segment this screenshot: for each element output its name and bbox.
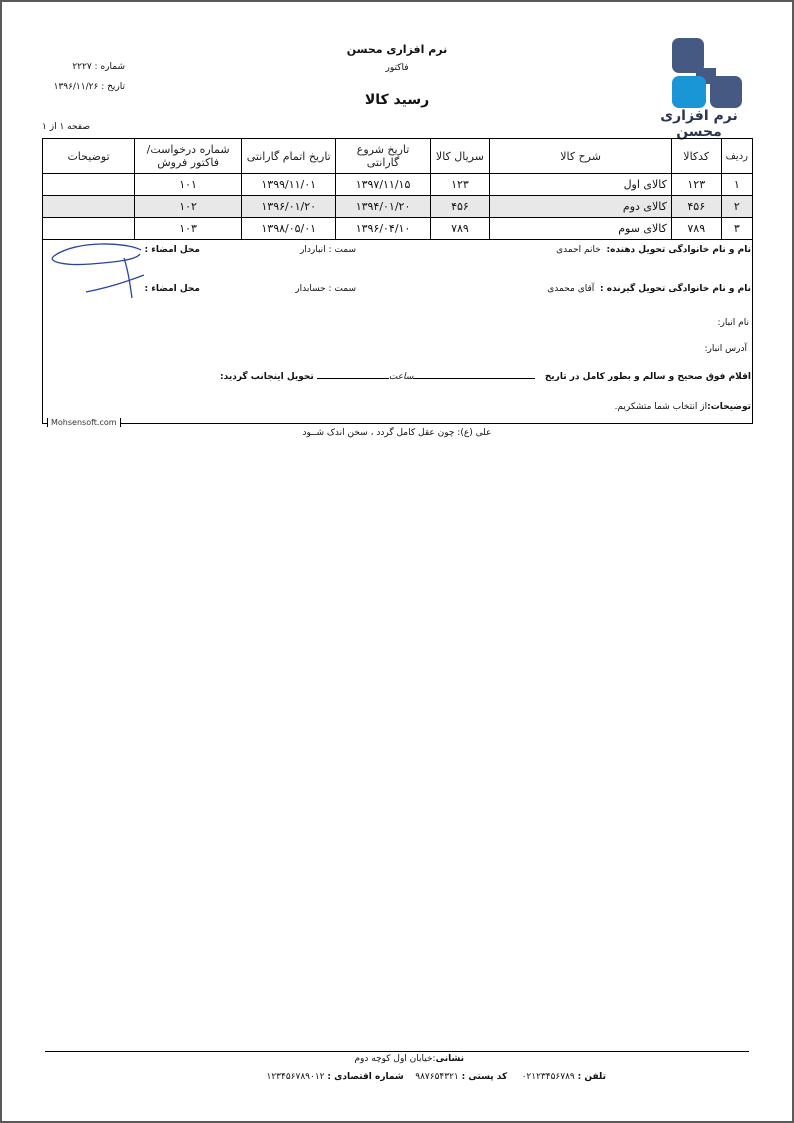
col-header-description: شرح کالا xyxy=(490,139,672,174)
notes-label: توضیحات: xyxy=(707,402,751,412)
confirmation-statement xyxy=(220,369,751,382)
postal-code-label: کد پستی : xyxy=(461,1072,508,1082)
table-row xyxy=(43,218,753,240)
cell-description: کالای دوم xyxy=(490,196,672,218)
cell-serial: ۷۸۹ xyxy=(430,218,490,240)
cell-warranty-end: ۱۳۹۸/۰۵/۰۱ xyxy=(242,218,336,240)
col-header-request-number: شماره درخواست/ فاکتور فروش xyxy=(135,139,242,174)
cell-notes xyxy=(43,196,135,218)
phone-label: تلفن : xyxy=(577,1072,606,1082)
confirmation-text-2: تحویل اینجانب گردید: xyxy=(220,372,314,382)
cell-code: ۴۵۶ xyxy=(671,196,721,218)
cell-warranty-start: ۱۳۹۷/۱۱/۱۵ xyxy=(336,174,430,196)
page-info: صفحه ۱ از ۱ xyxy=(42,122,90,132)
invoice-date xyxy=(54,82,125,92)
footer-address xyxy=(354,1054,464,1064)
cell-serial: ۱۲۳ xyxy=(430,174,490,196)
receiver-field xyxy=(547,284,751,294)
cell-row: ۳ xyxy=(721,218,752,240)
cell-warranty-start: ۱۳۹۴/۰۱/۲۰ xyxy=(336,196,430,218)
invoice-number-label: شماره : xyxy=(94,62,125,72)
cell-request-number: ۱۰۱ xyxy=(135,174,242,196)
warehouse-name-label: نام انبار: xyxy=(717,318,749,328)
economic-number-label: شماره اقتصادی : xyxy=(327,1072,404,1082)
confirmation-text-1: اقلام فوق صحیح و سالم و بطور کامل در تاریخ xyxy=(544,372,751,382)
invoice-number-value: ۲۲۲۷ xyxy=(72,62,92,72)
page-title: رسید کالا xyxy=(364,92,430,108)
document-type: فاکتور xyxy=(385,63,409,73)
receiver-label: نام و نام خانوادگی تحویل گیرنده : xyxy=(600,284,751,294)
cell-warranty-end: ۱۳۹۶/۰۱/۲۰ xyxy=(242,196,336,218)
notes-field xyxy=(615,402,751,412)
confirmation-time-label: ساعت xyxy=(388,372,414,382)
economic-number-value: ۱۲۳۴۵۶۷۸۹۰۱۲ xyxy=(266,1072,325,1082)
quote-text: علی (ع): چون عقل کامل گردد ، سخن اندک شــود xyxy=(302,428,492,438)
company-name: نرم افزاری محسن xyxy=(346,43,448,56)
cell-request-number: ۱۰۳ xyxy=(135,218,242,240)
col-header-serial: سریال کالا xyxy=(430,139,490,174)
cell-row: ۲ xyxy=(721,196,752,218)
col-header-code: کدکالا xyxy=(671,139,721,174)
col-header-warranty-end: تاریخ اتمام گارانتی xyxy=(242,139,336,174)
deliverer-value: خانم احمدی xyxy=(556,245,601,255)
invoice-number xyxy=(72,62,125,72)
warehouse-address-label: آدرس انبار: xyxy=(704,344,747,354)
deliverer-label: نام و نام خانوادگی تحویل دهنده: xyxy=(606,245,751,255)
cell-row: ۱ xyxy=(721,174,752,196)
col-header-row: ردیف xyxy=(721,139,752,174)
cell-warranty-start: ۱۳۹۶/۰۴/۱۰ xyxy=(336,218,430,240)
time-blank xyxy=(317,369,389,379)
cell-notes xyxy=(43,218,135,240)
deliverer-signature-label: محل امضاء : xyxy=(144,245,200,255)
table-row xyxy=(43,174,753,196)
footer-divider xyxy=(45,1051,749,1052)
table-header-row xyxy=(43,139,753,174)
phone-value: ۰۲۱۲۳۴۵۶۷۸۹ xyxy=(521,1072,575,1082)
cell-code: ۷۸۹ xyxy=(671,218,721,240)
col-header-notes: توضیحات xyxy=(43,139,135,174)
cell-code: ۱۲۳ xyxy=(671,174,721,196)
receiver-role: سمت : حسابدار xyxy=(295,284,356,294)
table-row xyxy=(43,196,753,218)
date-blank xyxy=(413,369,535,379)
receiver-signature-label: محل امضاء : xyxy=(144,284,200,294)
footer-contact xyxy=(267,1072,607,1082)
cell-description: کالای سوم xyxy=(490,218,672,240)
address-value: :خیابان اول کوچه دوم xyxy=(354,1054,436,1064)
postal-code-value: ۹۸۷۶۵۴۳۲۱ xyxy=(415,1072,459,1082)
cell-description: کالای اول xyxy=(490,174,672,196)
address-label: نشانی xyxy=(435,1054,464,1064)
receiver-value: آقای محمدی xyxy=(547,284,595,294)
signature-icon xyxy=(46,240,176,302)
invoice-date-value: ۱۳۹۶/۱۱/۲۶ xyxy=(53,82,99,92)
deliverer-field xyxy=(556,245,751,255)
logo-text: نرم افزاری محسن xyxy=(660,108,738,140)
cell-serial: ۴۵۶ xyxy=(430,196,490,218)
deliverer-role: سمت : انباردار xyxy=(300,245,356,255)
cell-request-number: ۱۰۲ xyxy=(135,196,242,218)
items-table xyxy=(42,138,753,240)
notes-value: از انتخاب شما متشکریم. xyxy=(614,402,708,412)
website-label: Mohsensoft.com xyxy=(47,418,121,427)
cell-warranty-end: ۱۳۹۹/۱۱/۰۱ xyxy=(242,174,336,196)
col-header-warranty-start: تاریخ شروع گارانتی xyxy=(336,139,430,174)
invoice-date-label: تاریخ : xyxy=(101,82,125,92)
cell-notes xyxy=(43,174,135,196)
